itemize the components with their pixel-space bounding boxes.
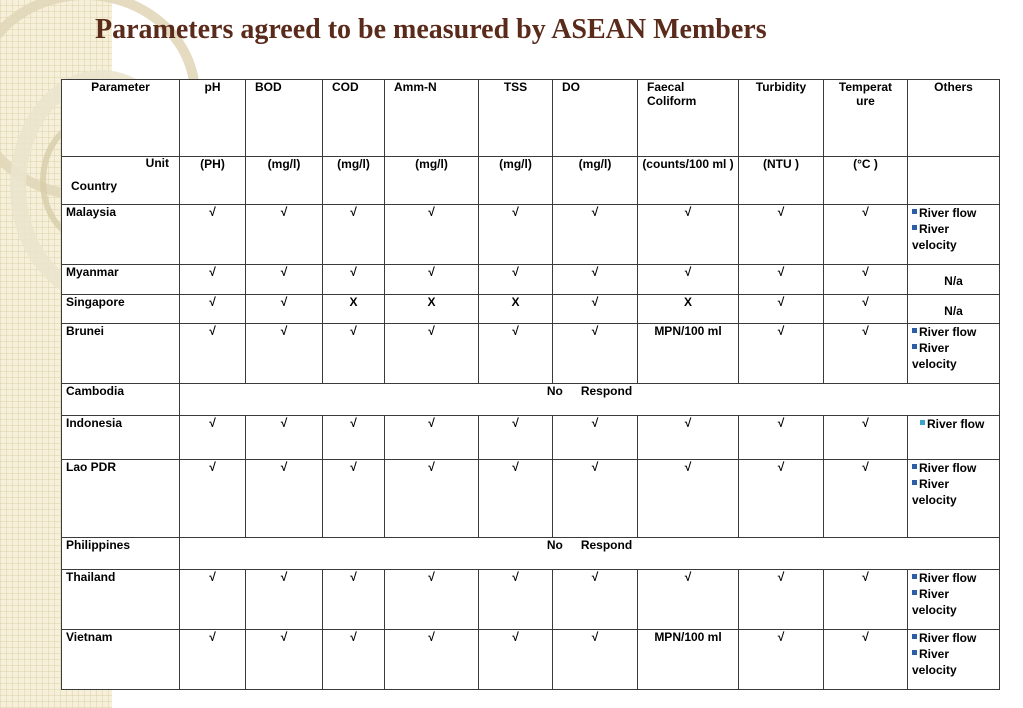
- value-cell-ph: √: [180, 205, 246, 265]
- column-header-turbidity: Turbidity: [739, 80, 824, 157]
- others-cell: [908, 416, 1000, 460]
- value-cell-tss: √: [479, 460, 553, 538]
- value-cell-temperat-ure: √: [824, 324, 908, 384]
- value-cell-turbidity: √: [739, 460, 824, 538]
- parameters-table: [61, 79, 1000, 690]
- unit-amm-n: (mg/l): [385, 157, 479, 205]
- country-cell: Singapore: [62, 295, 180, 324]
- others-cell: N/a: [908, 295, 1000, 324]
- others-item-text: River flow: [927, 417, 985, 431]
- others-item-text: River velocity: [912, 647, 957, 677]
- value-cell-bod: √: [246, 416, 323, 460]
- others-bullet-item: [912, 221, 995, 253]
- value-cell-amm-n: √: [385, 570, 479, 630]
- unit-row: [62, 157, 1000, 205]
- value-cell-amm-n: √: [385, 416, 479, 460]
- value-cell-turbidity: √: [739, 265, 824, 295]
- others-item-text: River velocity: [912, 477, 957, 507]
- value-cell-ph: √: [180, 460, 246, 538]
- unit-bod: (mg/l): [246, 157, 323, 205]
- no-respond-cell: [180, 538, 1000, 570]
- value-cell-ph: √: [180, 416, 246, 460]
- country-cell: Myanmar: [62, 265, 180, 295]
- others-bullet-item: [912, 340, 995, 372]
- value-cell-turbidity: √: [739, 416, 824, 460]
- others-item-text: River flow: [919, 325, 977, 339]
- no-respond-cell: [180, 384, 1000, 416]
- value-cell-ph: √: [180, 570, 246, 630]
- value-cell-faecal-coliform: √: [638, 570, 739, 630]
- unit-ph: (PH): [180, 157, 246, 205]
- column-header-cod: COD: [323, 80, 385, 157]
- value-cell-tss: √: [479, 416, 553, 460]
- others-cell: [908, 205, 1000, 265]
- value-cell-turbidity: √: [739, 570, 824, 630]
- value-cell-do: √: [553, 324, 638, 384]
- value-cell-do: √: [553, 205, 638, 265]
- value-cell-cod: X: [323, 295, 385, 324]
- value-cell-tss: √: [479, 630, 553, 690]
- value-cell-cod: √: [323, 324, 385, 384]
- value-cell-turbidity: √: [739, 295, 824, 324]
- value-cell-ph: √: [180, 295, 246, 324]
- others-bullet-item: [912, 324, 995, 340]
- value-cell-cod: √: [323, 205, 385, 265]
- value-cell-temperat-ure: √: [824, 265, 908, 295]
- value-cell-faecal-coliform: X: [638, 295, 739, 324]
- unit-temperat-ure: (°C ): [824, 157, 908, 205]
- others-cell: [908, 324, 1000, 384]
- slide-title: Parameters agreed to be measured by ASEAN Members: [95, 14, 767, 45]
- country-cell: Brunei: [62, 324, 180, 384]
- parameter-header: Parameter: [62, 80, 180, 157]
- unit-others: [908, 157, 1000, 205]
- others-cell: N/a: [908, 265, 1000, 295]
- unit-faecal-coliform: (counts/100 ml ): [638, 157, 739, 205]
- value-cell-tss: √: [479, 265, 553, 295]
- others-cell: [908, 570, 1000, 630]
- column-header-others: Others: [908, 80, 1000, 157]
- others-bullet-item: [912, 460, 995, 476]
- value-cell-temperat-ure: √: [824, 630, 908, 690]
- value-cell-cod: √: [323, 416, 385, 460]
- table-row: [62, 416, 1000, 460]
- others-item-text: River flow: [919, 206, 977, 220]
- table-row: [62, 324, 1000, 384]
- others-bullet-item: [912, 476, 995, 508]
- unit-tss: (mg/l): [479, 157, 553, 205]
- table-row: [62, 265, 1000, 295]
- value-cell-cod: √: [323, 265, 385, 295]
- table-row: [62, 570, 1000, 630]
- value-cell-cod: √: [323, 630, 385, 690]
- value-cell-temperat-ure: √: [824, 460, 908, 538]
- table-row: [62, 538, 1000, 570]
- value-cell-amm-n: √: [385, 265, 479, 295]
- value-cell-temperat-ure: √: [824, 570, 908, 630]
- others-bullet-item: [912, 646, 995, 678]
- value-cell-bod: √: [246, 265, 323, 295]
- country-cell: Vietnam: [62, 630, 180, 690]
- others-item-text: River velocity: [912, 341, 957, 371]
- unit-country-header: [62, 157, 180, 205]
- country-cell: Malaysia: [62, 205, 180, 265]
- value-cell-cod: √: [323, 570, 385, 630]
- table-row: [62, 295, 1000, 324]
- table-row: [62, 630, 1000, 690]
- column-header-tss: TSS: [479, 80, 553, 157]
- no-respond-text: Respond: [580, 384, 633, 398]
- value-cell-bod: √: [246, 630, 323, 690]
- others-bullet-item: [912, 586, 995, 618]
- unit-cod: (mg/l): [323, 157, 385, 205]
- country-cell: Thailand: [62, 570, 180, 630]
- others-item-text: River velocity: [912, 222, 957, 252]
- table-row: [62, 384, 1000, 416]
- unit-do: (mg/l): [553, 157, 638, 205]
- value-cell-amm-n: √: [385, 460, 479, 538]
- value-cell-faecal-coliform: MPN/100 ml: [638, 630, 739, 690]
- value-cell-cod: √: [323, 460, 385, 538]
- others-item-text: River flow: [919, 631, 977, 645]
- no-respond-text: Respond: [580, 538, 633, 552]
- others-bullet-item: [912, 205, 995, 221]
- value-cell-ph: √: [180, 630, 246, 690]
- no-respond-text: No: [546, 538, 563, 552]
- value-cell-bod: √: [246, 295, 323, 324]
- column-header-do: DO: [553, 80, 638, 157]
- others-bullet-item: [912, 570, 995, 586]
- value-cell-faecal-coliform: √: [638, 265, 739, 295]
- others-item-text: River flow: [919, 461, 977, 475]
- value-cell-faecal-coliform: √: [638, 416, 739, 460]
- value-cell-bod: √: [246, 460, 323, 538]
- unit-label: Unit: [145, 156, 169, 170]
- others-cell: [908, 630, 1000, 690]
- value-cell-bod: √: [246, 324, 323, 384]
- country-cell: Philippines: [62, 538, 180, 570]
- value-cell-amm-n: X: [385, 295, 479, 324]
- value-cell-turbidity: √: [739, 324, 824, 384]
- value-cell-tss: √: [479, 570, 553, 630]
- column-header-amm-n: Amm-N: [385, 80, 479, 157]
- value-cell-amm-n: √: [385, 630, 479, 690]
- value-cell-amm-n: √: [385, 324, 479, 384]
- value-cell-faecal-coliform: MPN/100 ml: [638, 324, 739, 384]
- value-cell-temperat-ure: √: [824, 416, 908, 460]
- value-cell-do: √: [553, 416, 638, 460]
- value-cell-turbidity: √: [739, 630, 824, 690]
- unit-turbidity: (NTU ): [739, 157, 824, 205]
- value-cell-do: √: [553, 460, 638, 538]
- value-cell-tss: √: [479, 324, 553, 384]
- others-cell: [908, 460, 1000, 538]
- value-cell-tss: X: [479, 295, 553, 324]
- value-cell-faecal-coliform: √: [638, 460, 739, 538]
- value-cell-amm-n: √: [385, 205, 479, 265]
- value-cell-ph: √: [180, 324, 246, 384]
- table-row: [62, 205, 1000, 265]
- column-header-faecal-coliform: Faecal Coliform: [638, 80, 739, 157]
- value-cell-temperat-ure: √: [824, 205, 908, 265]
- column-header-bod: BOD: [246, 80, 323, 157]
- value-cell-do: √: [553, 570, 638, 630]
- others-bullet-item: [912, 630, 995, 646]
- value-cell-temperat-ure: √: [824, 295, 908, 324]
- value-cell-bod: √: [246, 205, 323, 265]
- value-cell-tss: √: [479, 205, 553, 265]
- value-cell-faecal-coliform: √: [638, 205, 739, 265]
- column-header-temperat-ure: Temperat ure: [824, 80, 908, 157]
- column-header-ph: pH: [180, 80, 246, 157]
- value-cell-ph: √: [180, 265, 246, 295]
- country-cell: Lao PDR: [62, 460, 180, 538]
- value-cell-turbidity: √: [739, 205, 824, 265]
- value-cell-do: √: [553, 265, 638, 295]
- value-cell-bod: √: [246, 570, 323, 630]
- others-bullet-item: [920, 416, 995, 432]
- country-cell: Indonesia: [62, 416, 180, 460]
- table-row: [62, 460, 1000, 538]
- country-label: Country: [71, 179, 117, 193]
- others-item-text: River flow: [919, 571, 977, 585]
- no-respond-text: No: [546, 384, 563, 398]
- value-cell-do: √: [553, 295, 638, 324]
- value-cell-do: √: [553, 630, 638, 690]
- country-cell: Cambodia: [62, 384, 180, 416]
- others-item-text: River velocity: [912, 587, 957, 617]
- header-row: [62, 80, 1000, 157]
